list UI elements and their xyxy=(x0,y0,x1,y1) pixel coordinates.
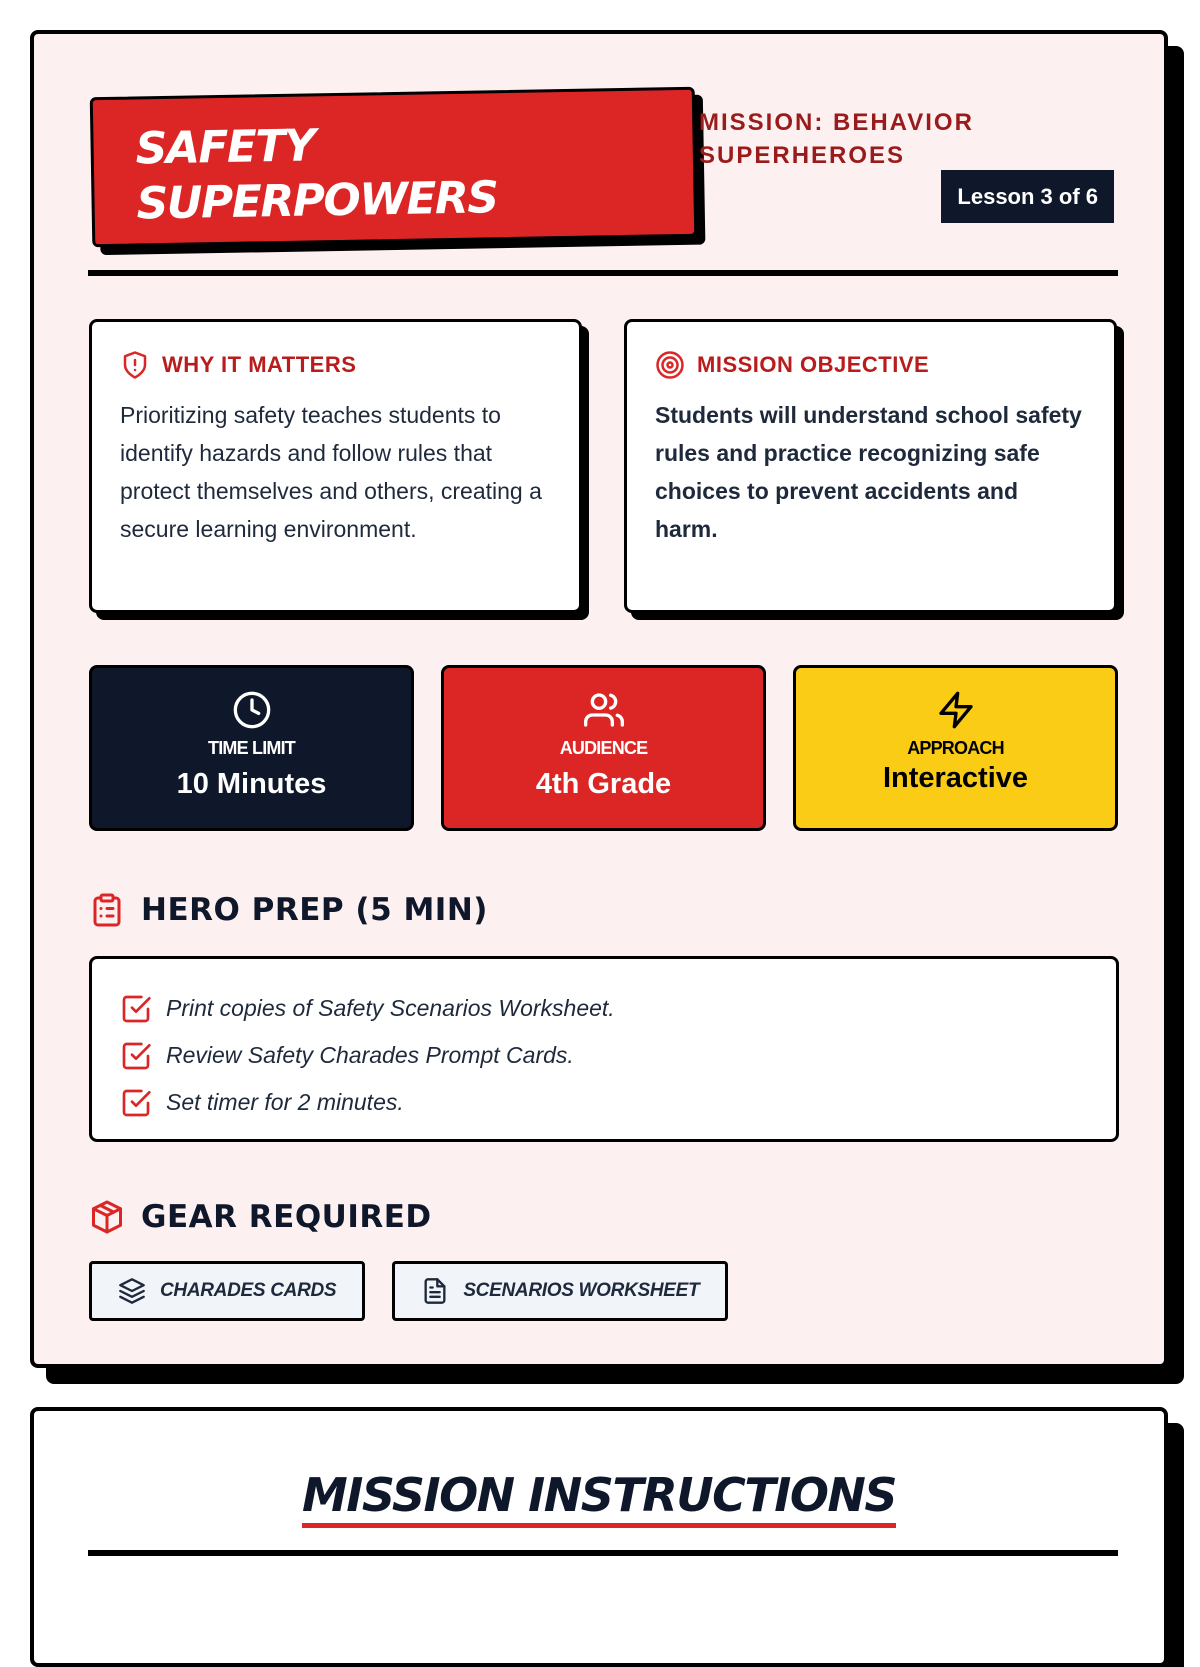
zap-icon xyxy=(936,690,976,730)
why-it-matters-text: Prioritizing safety teaches students to identify hazards and follow rules that protect themselves and others, creating a secure learning environment. xyxy=(120,402,542,542)
checklist-item-text: Review Safety Charades Prompt Cards. xyxy=(166,1042,574,1068)
why-it-matters-box xyxy=(89,319,582,613)
users-icon xyxy=(584,690,624,730)
title-banner xyxy=(90,87,698,248)
approach-tile xyxy=(793,665,1118,831)
file-text-icon xyxy=(421,1277,449,1305)
gear-list xyxy=(89,1261,728,1321)
clock-icon xyxy=(232,690,272,730)
audience-tile xyxy=(441,665,766,831)
lesson-badge: Lesson 3 of 6 xyxy=(941,170,1114,223)
mission-objective-text: Students will understand school safety rules and practice recognizing safe choices to prevent accidents and harm. xyxy=(655,402,1082,542)
instructions-divider xyxy=(88,1550,1118,1556)
audience-label: AUDIENCE xyxy=(559,738,648,758)
checklist-item-text: Set timer for 2 minutes. xyxy=(166,1089,404,1115)
gear-item-scenarios-worksheet xyxy=(392,1261,728,1321)
why-it-matters-heading: WHY IT MATTERS xyxy=(162,352,357,377)
time-limit-value: 10 Minutes xyxy=(176,768,327,800)
lesson-title xyxy=(135,112,657,231)
mission-instructions-title: MISSION INSTRUCTIONS xyxy=(302,1467,896,1528)
target-icon xyxy=(655,350,685,380)
lesson-overview-card xyxy=(30,30,1168,1368)
clipboard-list-icon xyxy=(89,892,125,928)
hero-prep-title: HERO PREP (5 MIN) xyxy=(141,892,488,928)
check-square-icon xyxy=(120,1040,152,1072)
time-limit-label: TIME LIMIT xyxy=(208,738,295,758)
approach-label: APPROACH xyxy=(907,738,1004,758)
boxes-icon xyxy=(89,1199,125,1235)
checklist-item xyxy=(120,1079,1088,1126)
gear-item-label: SCENARIOS WORKSHEET xyxy=(463,1280,700,1301)
gear-required-title: GEAR REQUIRED xyxy=(141,1199,432,1235)
layers-icon xyxy=(118,1277,146,1305)
approach-value: Interactive xyxy=(882,762,1029,794)
mission-objective-heading: MISSION OBJECTIVE xyxy=(697,352,930,377)
title-line-2: SUPERPOWERS xyxy=(136,172,498,230)
mission-objective-box xyxy=(624,319,1117,613)
mission-instructions-heading xyxy=(34,1467,1164,1528)
hero-prep-heading xyxy=(89,892,488,928)
checklist-item xyxy=(120,985,1088,1032)
audience-value: 4th Grade xyxy=(535,768,672,800)
mission-tag: MISSION: BEHAVIOR SUPERHEROES xyxy=(699,109,974,169)
check-square-icon xyxy=(120,1087,152,1119)
check-square-icon xyxy=(120,993,152,1025)
checklist-item xyxy=(120,1032,1088,1079)
gear-item-label: CHARADES CARDS xyxy=(160,1280,337,1301)
checklist-item-text: Print copies of Safety Scenarios Worksheet. xyxy=(166,995,615,1021)
mission-instructions-card xyxy=(30,1407,1168,1667)
gear-required-heading xyxy=(89,1199,432,1235)
title-line-1: SAFETY xyxy=(135,120,315,175)
shield-alert-icon xyxy=(120,350,150,380)
hero-prep-checklist xyxy=(89,956,1119,1142)
gear-item-charades-cards xyxy=(89,1261,365,1321)
time-limit-tile xyxy=(89,665,414,831)
header-divider xyxy=(88,270,1118,276)
